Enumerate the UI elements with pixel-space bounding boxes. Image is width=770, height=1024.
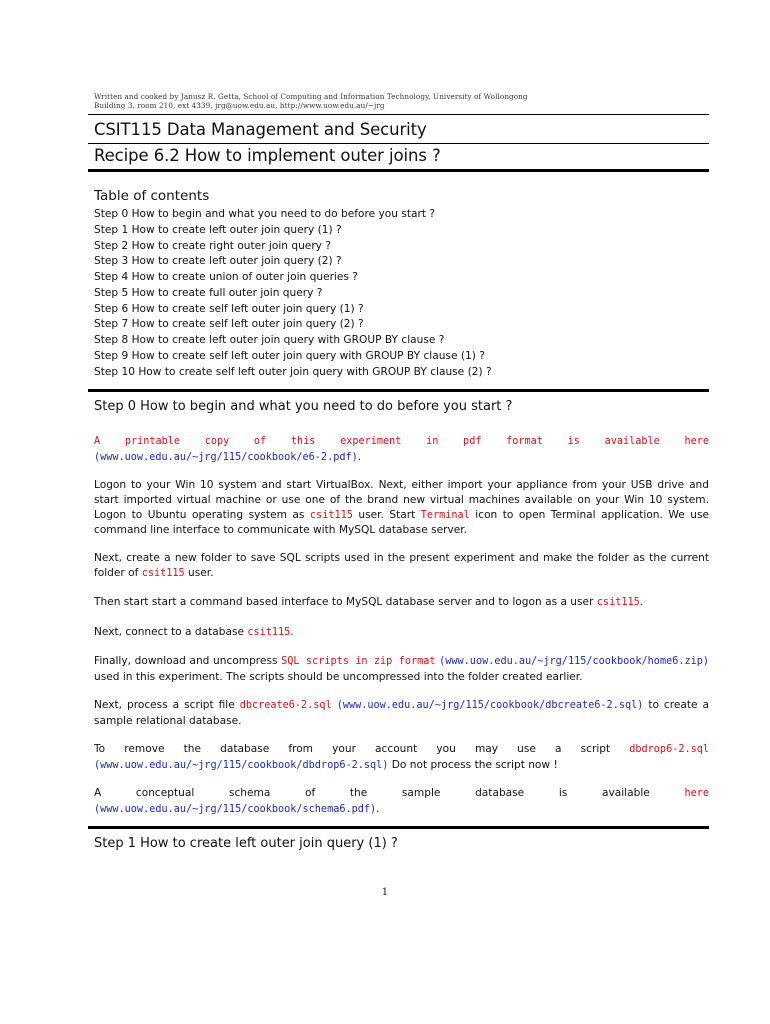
toc-item-step-1[interactable]: Step 1 How to create left outer join query (1) ? bbox=[94, 223, 342, 236]
pdf-link[interactable]: A printable copy of this experiment in pdf format is available here bbox=[94, 436, 709, 447]
scripts-zip-url[interactable]: (www.uow.edu.au/~jrg/115/cookbook/home6.zip) bbox=[439, 656, 710, 667]
header-rule bbox=[88, 114, 709, 115]
user-code: csit115 bbox=[309, 509, 353, 521]
database-code: csit115 bbox=[247, 627, 291, 638]
address-line: Building 3, room 210, ext 4339, jrg@uow.edu.au, http://www.uow.edu.au/~jrg bbox=[94, 100, 385, 110]
author-line: Written and cooked by Janusz R. Getta, School of Computing and Information Technology, University of Wollongong bbox=[94, 92, 528, 101]
dbdrop-url[interactable]: (www.uow.edu.au/~jrg/115/cookbook/dbdrop6-2.sql) bbox=[94, 759, 389, 771]
scripts-zip-link[interactable]: SQL scripts in zip format bbox=[281, 656, 436, 667]
toc-item-step-5[interactable]: Step 5 How to create full outer join query ? bbox=[94, 286, 323, 299]
table-of-contents bbox=[94, 207, 492, 380]
step0-paragraph-dbcreate: Next, process a script file dbcreate6-2.sql (www.uow.edu.au/~jrg/115/cookbook/dbcreate6-2.sql) to create a sample relational database. bbox=[94, 699, 709, 727]
title-bottom-rule bbox=[88, 169, 709, 172]
step1-heading: Step 1 How to create left outer join query (1) ? bbox=[94, 836, 398, 851]
toc-item-step-4[interactable]: Step 4 How to create union of outer join queries ? bbox=[94, 271, 358, 283]
toc-item-step-2[interactable]: Step 2 How to create right outer join query ? bbox=[94, 239, 331, 252]
schema-url[interactable]: (www.uow.edu.au/~jrg/115/cookbook/schema6.pdf) bbox=[94, 803, 377, 815]
user-code: csit115 bbox=[596, 597, 640, 608]
step0-paragraph-download: Finally, download and uncompress SQL scripts in zip format (www.uow.edu.au/~jrg/115/cookbook/home6.zip) used in this experiment. The scripts should be uncompressed into the folder created earlier. bbox=[94, 655, 710, 683]
step0-paragraph-pdf: A printable copy of this experiment in pdf format is available here (www.uow.edu.au/~jrg/115/cookbook/e6-2.pdf). bbox=[94, 436, 709, 463]
toc-heading: Table of contents bbox=[94, 188, 210, 204]
toc-item-step-6[interactable]: Step 6 How to create self left outer join query (1) ? bbox=[94, 302, 364, 315]
course-title: CSIT115 Data Management and Security bbox=[94, 120, 427, 139]
step0-paragraph-schema: A conceptual schema of the sample database is available here (www.uow.edu.au/~jrg/115/cookbook/schema6.pdf). bbox=[94, 787, 709, 815]
step0-paragraph-connect: Next, connect to a database csit115. bbox=[94, 626, 294, 638]
dbdrop-link[interactable]: dbdrop6-2.sql bbox=[629, 744, 709, 755]
toc-item-step-7[interactable]: Step 7 How to create self left outer join query (2) ? bbox=[94, 318, 364, 331]
step0-heading: Step 0 How to begin and what you need to do before you start ? bbox=[94, 399, 513, 414]
step0-paragraph-dbdrop: To remove the database from your account you may use a script dbdrop6-2.sql (www.uow.edu.au/~jrg/115/cookbook/dbdrop6-2.sql) Do not process the script now ! bbox=[94, 743, 709, 771]
step0-paragraph-logon: Logon to your Win 10 system and start VirtualBox. Next, either import your appliance from your USB drive and start imported virtual machine or use one of the brand new virtual machines available on your Win 10 system. Logon to Ubuntu operating system as csit115 user. Start Terminal icon to open Terminal application. We use command line interface to communicate with MySQL database server. bbox=[94, 479, 710, 537]
section-rule-step1 bbox=[88, 826, 709, 829]
toc-item-step-8[interactable]: Step 8 How to create left outer join query with GROUP BY clause ? bbox=[94, 334, 445, 346]
toc-item-step-9[interactable]: Step 9 How to create self left outer join query with GROUP BY clause (1) ? bbox=[94, 349, 485, 362]
toc-item-step-0[interactable]: Step 0 How to begin and what you need to do before you start ? bbox=[94, 208, 435, 220]
terminal-code: Terminal bbox=[420, 509, 470, 521]
schema-link[interactable]: here bbox=[684, 788, 709, 799]
step0-paragraph-mysql: Then start start a command based interface to MySQL database server and to logon as a user csit115. bbox=[94, 596, 644, 608]
dbcreate-url[interactable]: (www.uow.edu.au/~jrg/115/cookbook/dbcreate6-2.sql) bbox=[336, 700, 644, 711]
user-code: csit115 bbox=[141, 567, 185, 579]
toc-item-step-10[interactable]: Step 10 How to create self left outer join query with GROUP BY clause (2) ? bbox=[94, 365, 492, 378]
author-header bbox=[94, 93, 714, 110]
recipe-title: Recipe 6.2 How to implement outer joins ? bbox=[94, 146, 441, 165]
title-rule bbox=[88, 143, 709, 144]
section-rule-step0 bbox=[88, 389, 709, 392]
step0-paragraph-folder: Next, create a new folder to save SQL scripts used in the present experiment and make the folder as the current folder of csit115 user. bbox=[94, 552, 709, 579]
pdf-url[interactable]: (www.uow.edu.au/~jrg/115/cookbook/e6-2.pdf) bbox=[94, 451, 358, 463]
dbcreate-link[interactable]: dbcreate6-2.sql bbox=[239, 700, 332, 711]
toc-item-step-3[interactable]: Step 3 How to create left outer join query (2) ? bbox=[94, 255, 342, 268]
page-number: 1 bbox=[381, 886, 389, 898]
